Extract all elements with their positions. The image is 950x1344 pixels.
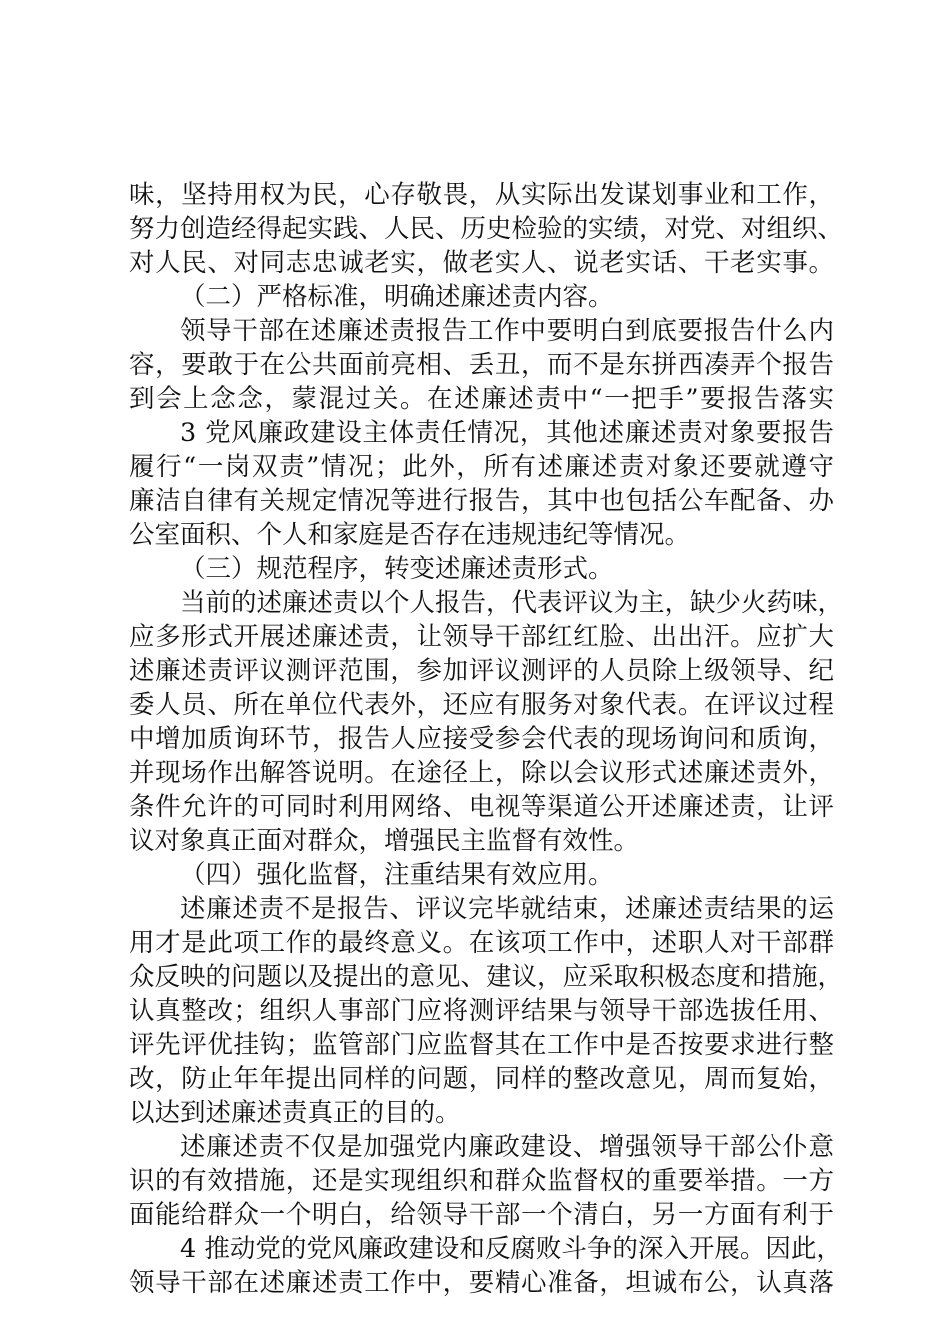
body-line: 述廉述责评议测评范围，参加评议测评的人员除上级领导、纪 <box>129 656 834 686</box>
section-heading: （二）严格标准，明确述廉述责内容。 <box>180 282 614 312</box>
body-line: 4 推动党的党风廉政建设和反腐败斗争的深入开展。因此， <box>180 1234 842 1264</box>
body-line: 味，坚持用权为民，心存敬畏，从实际出发谋划事业和工作， <box>129 180 834 210</box>
body-line: 应多形式开展述廉述责，让领导干部红红脸、出出汗。应扩大 <box>129 622 834 652</box>
body-line: 评先评优挂钩；监管部门应监督其在工作中是否按要求进行整 <box>129 1030 834 1060</box>
body-line: 并现场作出解答说明。在途径上，除以会议形式述廉述责外， <box>129 758 834 788</box>
body-line: 以达到述廉述责真正的目的。 <box>129 1098 461 1128</box>
body-line: 识的有效措施，还是实现组织和群众监督权的重要举措。一方 <box>129 1166 834 1196</box>
body-line: 议对象真正面对群众，增强民主监督有效性。 <box>129 826 640 856</box>
body-line: 努力创造经得起实践、人民、历史检验的实绩，对党、对组织、 <box>129 214 844 244</box>
section-heading: （三）规范程序，转变述廉述责形式。 <box>180 554 614 584</box>
body-line: 当前的述廉述责以个人报告，代表评议为主，缺少火药味， <box>180 588 844 618</box>
section-heading: （四）强化监督，注重结果有效应用。 <box>180 860 614 890</box>
body-line: 述廉述责不是报告、评议完毕就结束，述廉述责结果的运 <box>180 894 834 924</box>
body-line: 述廉述责不仅是加强党内廉政建设、增强领导干部公仆意 <box>180 1132 834 1162</box>
body-line: 对人民、对同志忠诚老实，做老实人、说老实话、干老实事。 <box>129 248 834 278</box>
body-line: 3 党风廉政建设主体责任情况，其他述廉述责对象要报告 <box>180 418 834 448</box>
body-line: 认真整改；组织人事部门应将测评结果与领导干部选拔任用、 <box>129 996 834 1026</box>
body-line: 廉洁自律有关规定情况等进行报告，其中也包括公车配备、办 <box>129 486 834 516</box>
body-line: 面能给群众一个明白，给领导干部一个清白，另一方面有利于 <box>129 1200 834 1230</box>
body-line: 到会上念念，蒙混过关。在述廉述责中“一把手”要报告落实 <box>129 384 834 414</box>
body-line: 众反映的问题以及提出的意见、建议，应采取积极态度和措施， <box>129 962 844 992</box>
body-line: 领导干部在述廉述责工作中，要精心准备，坦诚布公，认真落 <box>129 1268 834 1298</box>
body-line: 履行“一岗双责”情况；此外，所有述廉述责对象还要就遵守 <box>129 452 834 482</box>
body-line: 条件允许的可同时利用网络、电视等渠道公开述廉述责，让评 <box>129 792 834 822</box>
body-line: 公室面积、个人和家庭是否存在违规违纪等情况。 <box>129 520 691 550</box>
body-line: 改，防止年年提出同样的问题，同样的整改意见，周而复始， <box>129 1064 834 1094</box>
body-line: 用才是此项工作的最终意义。在该项工作中，述职人对干部群 <box>129 928 834 958</box>
body-line: 中增加质询环节，报告人应接受参会代表的现场询问和质询， <box>129 724 834 754</box>
body-line: 领导干部在述廉述责报告工作中要明白到底要报告什么内 <box>180 316 834 346</box>
body-line: 委人员、所在单位代表外，还应有服务对象代表。在评议过程 <box>129 690 834 720</box>
body-line: 容，要敢于在公共面前亮相、丢丑，而不是东拼西凑弄个报告 <box>129 350 834 380</box>
